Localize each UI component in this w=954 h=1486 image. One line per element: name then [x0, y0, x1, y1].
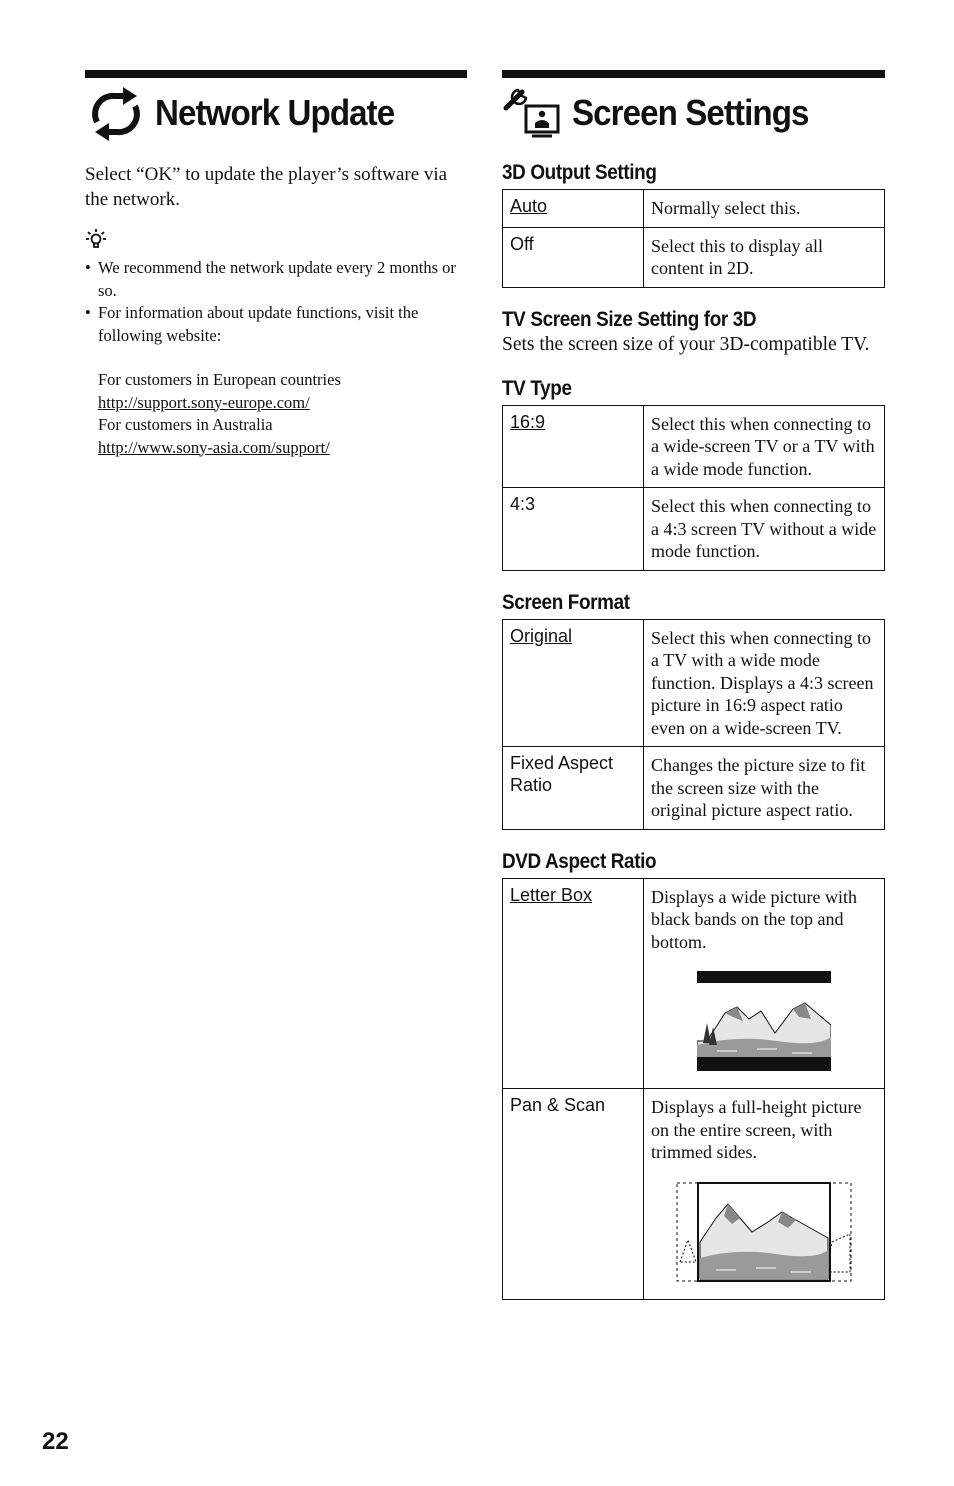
table-row: [503, 190, 885, 228]
section-title: Screen Settings: [572, 92, 809, 133]
option-4-3[interactable]: 4:3: [510, 494, 536, 514]
table-row: [503, 619, 885, 747]
option-original[interactable]: Original: [510, 625, 573, 646]
option-letter-box[interactable]: Letter Box: [510, 884, 593, 905]
option-16-9[interactable]: 16:9: [510, 411, 546, 432]
option-desc: Displays a wide picture with black bands on the top and bottom.: [651, 886, 857, 952]
option-fixed-aspect-ratio[interactable]: Fixed Aspect Ratio: [510, 753, 614, 795]
site-label-australia: For customers in Australia: [98, 415, 273, 434]
section-header: [85, 78, 467, 148]
table-row: [503, 488, 885, 571]
heading-tv-type: TV Type: [502, 376, 572, 400]
option-desc: Select this when connecting to a 4:3 screen TV without a wide mode function.: [644, 488, 885, 571]
table-tv-type: [502, 405, 885, 571]
intro-text: Select “OK” to update the player’s software via the network.: [85, 164, 448, 210]
page-number: 22: [42, 1428, 69, 1455]
section-rule: [502, 70, 885, 78]
update-arrows-icon: [85, 82, 147, 144]
screen-settings-icon: [502, 82, 564, 144]
section-rule: [85, 70, 467, 78]
option-pan-scan[interactable]: Pan & Scan: [510, 1095, 606, 1115]
note-text: For information about update functions, visit the following website:: [98, 303, 419, 345]
site-link-australia[interactable]: http://www.sony-asia.com/support/: [98, 437, 330, 457]
option-desc: Select this to display all content in 2D.: [644, 227, 885, 287]
hint-notes: [85, 257, 467, 459]
section-title: Network Update: [155, 92, 395, 133]
table-row: [503, 405, 885, 488]
note-item: • We recommend the network update every 2 months or so.: [85, 257, 467, 302]
section-header: [502, 78, 885, 148]
option-auto[interactable]: Auto: [510, 196, 548, 216]
option-desc: Select this when connecting to a TV with a wide mode function. Displays a 4:3 screen picture in 16:9 aspect ratio even on a wide-screen TV.: [644, 619, 885, 747]
option-desc: Normally select this.: [644, 190, 885, 228]
screen-settings-section: [502, 70, 885, 1300]
table-dvd-aspect: [502, 878, 885, 1300]
option-desc: Displays a full-height picture on the entire screen, with trimmed sides.: [651, 1097, 862, 1162]
network-update-section: [85, 70, 467, 459]
option-desc: Changes the picture size to fit the screen size with the original picture aspect ratio.: [644, 747, 885, 830]
table-row: [503, 747, 885, 830]
site-label-europe: For customers in European countries: [98, 370, 341, 389]
tv-size-desc: Sets the screen size of your 3D-compatible TV.: [502, 333, 870, 355]
support-sites: [98, 369, 467, 459]
letterbox-illustration: [697, 971, 831, 1071]
table-screen-format: [502, 619, 885, 830]
table-row: [503, 227, 885, 287]
option-desc: Select this when connecting to a wide-screen TV or a TV with a wide mode function.: [644, 405, 885, 488]
note-item: [85, 302, 467, 459]
heading-3d-output: 3D Output Setting: [502, 161, 657, 184]
table-3d-output: [502, 189, 885, 288]
lightbulb-hint-icon: [85, 228, 107, 250]
heading-screen-format: Screen Format: [502, 590, 630, 614]
site-link-europe[interactable]: http://support.sony-europe.com/: [98, 392, 310, 412]
table-row: [503, 878, 885, 1089]
pan-scan-illustration: [676, 1182, 852, 1282]
table-row: [503, 1089, 885, 1300]
heading-tv-size: TV Screen Size Setting for 3D: [502, 307, 757, 331]
option-off[interactable]: Off: [510, 233, 534, 254]
heading-dvd-aspect: DVD Aspect Ratio: [502, 849, 657, 873]
